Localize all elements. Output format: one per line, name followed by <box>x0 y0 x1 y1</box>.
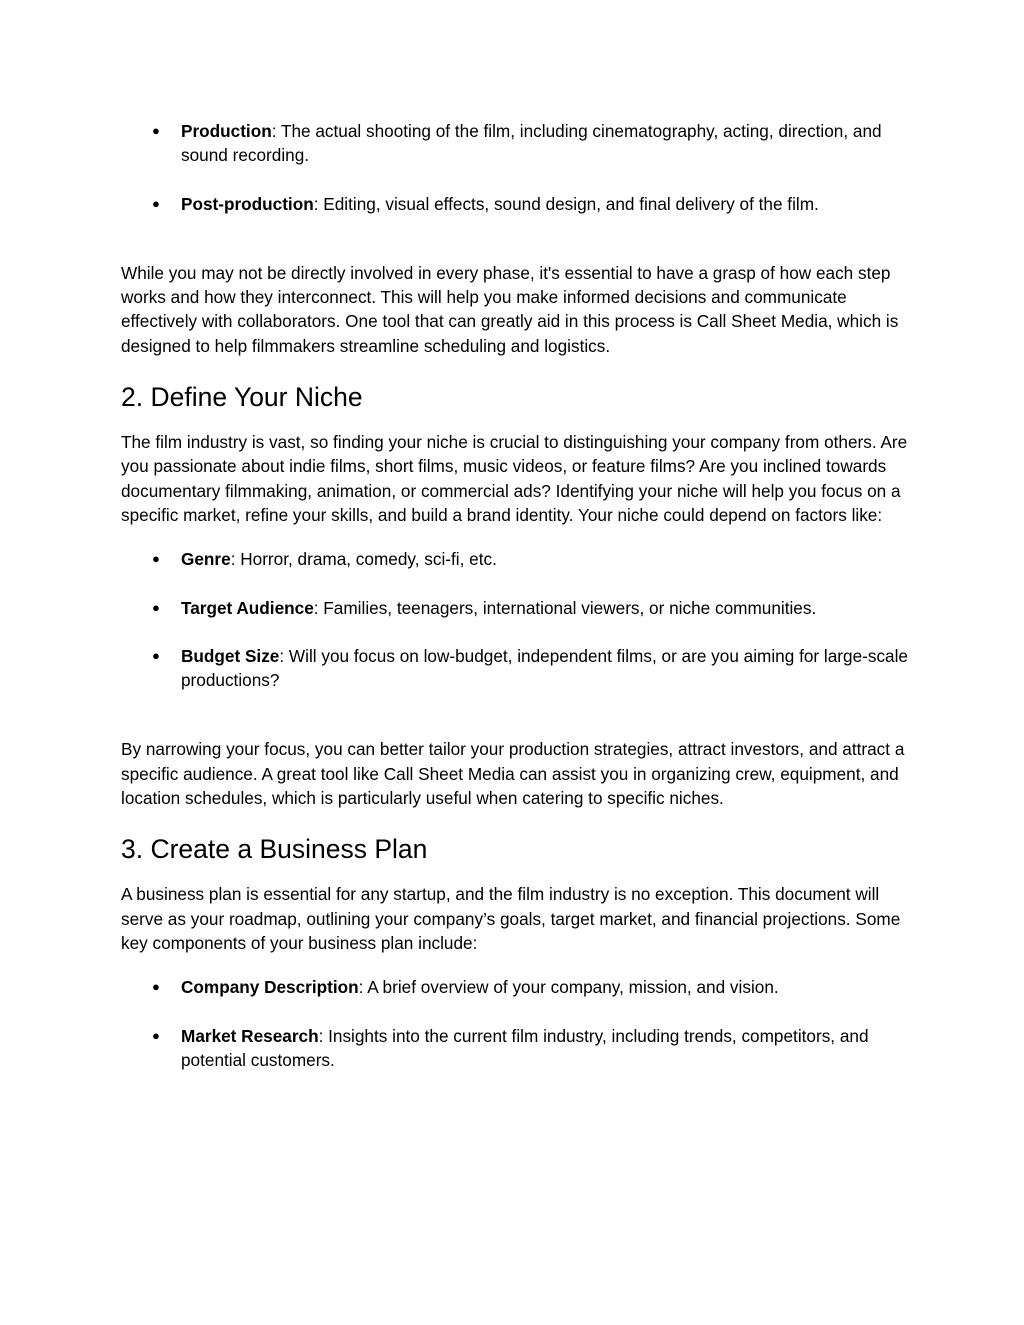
niche-factor-list <box>121 547 911 692</box>
list-item-term: Market Research <box>181 1025 319 1046</box>
section-heading: 2. Define Your Niche <box>121 382 363 413</box>
bullet-icon: ● <box>152 551 160 567</box>
list-item-text: : Families, teenagers, international viewers, or niche communities. <box>313 597 817 618</box>
overview-paragraph: While you may not be directly involved in every phase, it's essential to have a grasp of how each step works and how they interconnect. This will help you make informed decisions and communicate effectively with collaborators. One tool that can greatly aid in this process is Call Sheet Media, which is designed to help filmmakers streamline scheduling and logistics. <box>121 262 899 356</box>
phase-list <box>121 119 911 216</box>
list-item-text: : Will you focus on low-budget, independent films, or are you aiming for large-scale productions? <box>181 645 908 691</box>
list-item-text: : Insights into the current film industry, including trends, competitors, and potential customers. <box>181 1025 869 1070</box>
list-item <box>121 119 911 168</box>
list-item-term: Budget Size <box>181 645 280 666</box>
bullet-icon: ● <box>152 647 160 663</box>
business-plan-component-list <box>121 975 911 1072</box>
list-item <box>121 596 911 620</box>
list-item-text: : A brief overview of your company, mission, and vision. <box>358 977 779 998</box>
list-item <box>121 975 911 999</box>
business-plan-intro-paragraph: A business plan is essential for any startup, and the film industry is no exception. This document will serve as your roadmap, outlining your company’s goals, target market, and financial projections. Some key components of your business plan include: <box>121 884 901 953</box>
list-item <box>121 1024 911 1073</box>
list-item-term: Target Audience <box>181 597 314 618</box>
list-item-text: : Horror, drama, comedy, sci-fi, etc. <box>230 549 497 570</box>
niche-closing-paragraph: By narrowing your focus, you can better tailor your production strategies, attract investors, and attract a specific audience. A great tool like Call Sheet Media can assist you in organizing crew, equipment, and location schedules, which is particularly useful when catering to specific niches. <box>121 739 905 809</box>
niche-intro-paragraph: The film industry is vast, so finding your niche is crucial to distinguishing your company from others. Are you passionate about indie films, short films, music videos, or feature films? Are you inclined towards documentary filmmaking, animation, or commercial ads? Identifying your niche will help you focus on a specific market, refine your skills, and build a brand identity. Your niche could depend on factors like: <box>121 432 908 525</box>
list-item-term: Post-production <box>181 193 314 214</box>
document-body <box>121 119 911 1072</box>
list-item-term: Company Description <box>181 977 359 998</box>
list-item-term: Genre <box>181 549 231 570</box>
list-item <box>121 547 911 571</box>
bullet-icon: ● <box>152 599 160 615</box>
section-heading: 3. Create a Business Plan <box>121 834 428 865</box>
bullet-icon: ● <box>152 979 160 995</box>
list-item-text: : Editing, visual effects, sound design, and final delivery of the film. <box>313 193 819 214</box>
list-item-term: Production <box>181 121 272 141</box>
list-item <box>121 644 911 693</box>
list-item <box>121 192 911 216</box>
list-item-text: : The actual shooting of the film, including cinematography, acting, direction, and sound recording. <box>181 121 882 166</box>
bullet-icon: ● <box>152 195 160 211</box>
bullet-icon: ● <box>152 123 160 138</box>
bullet-icon: ● <box>152 1027 160 1043</box>
